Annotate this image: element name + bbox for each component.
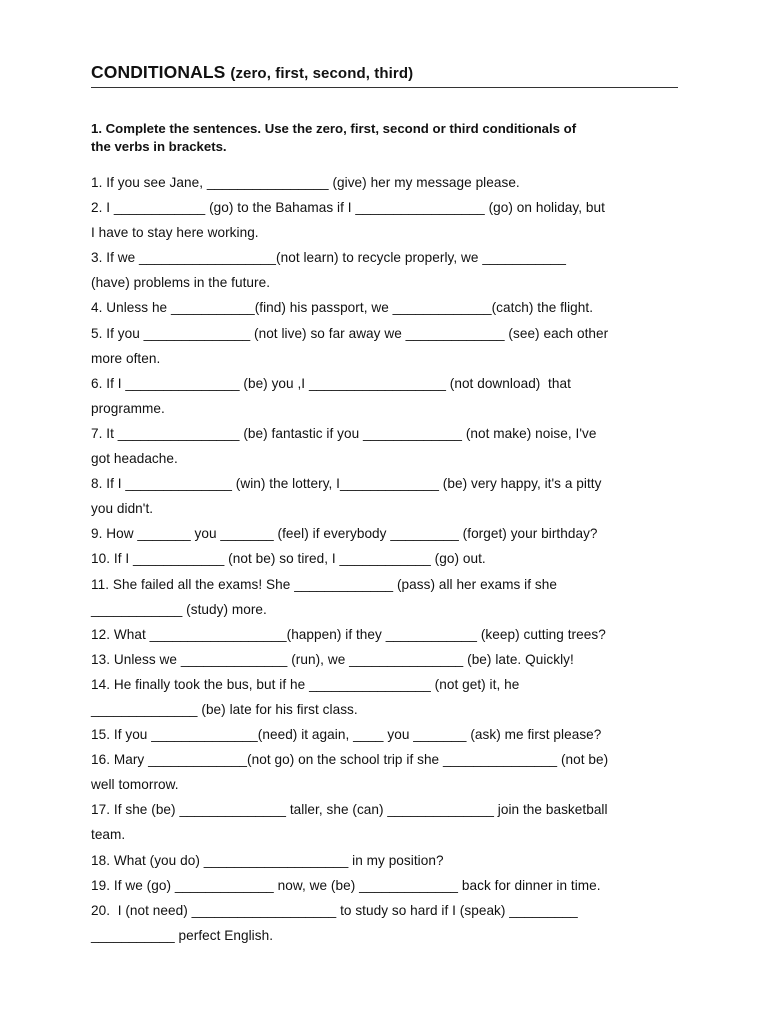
exercise-item-line: ___________ perfect English. <box>91 927 274 943</box>
exercise-item <box>91 170 681 195</box>
exercise-item-line: 4. Unless he ___________(find) his passport, we _____________(catch) the flight. <box>91 300 594 316</box>
exercise-item <box>91 521 681 546</box>
exercise-item <box>91 421 681 471</box>
exercise-item-line: (have) problems in the future. <box>91 275 271 291</box>
exercise-item-line: 6. If I _______________ (be) you ,I __________________ (not download) that <box>91 375 571 391</box>
exercise-item-line: well tomorrow. <box>91 777 179 793</box>
exercise-item <box>91 195 681 245</box>
exercise-item-line: programme. <box>91 400 165 416</box>
exercise-item-line: 10. If I ____________ (not be) so tired, I ____________ (go) out. <box>91 551 486 567</box>
exercise-item-line: 11. She failed all the exams! She _____________ (pass) all her exams if she <box>91 576 557 592</box>
exercise-item <box>91 898 681 948</box>
exercise-item-line: you didn't. <box>91 501 154 517</box>
exercise-item <box>91 546 681 571</box>
page-title <box>91 62 678 83</box>
exercise-item-line: got headache. <box>91 451 178 467</box>
title-subtitle: (zero, first, second, third) <box>230 65 414 82</box>
title-block <box>91 62 678 88</box>
instructions-line: the verbs in brackets. <box>91 138 227 154</box>
exercise-item-line: 9. How _______ you _______ (feel) if everybody _________ (forget) your birthday? <box>91 526 598 542</box>
exercise-item <box>91 747 681 797</box>
exercise-item <box>91 622 681 647</box>
exercise-item-line: 7. It ________________ (be) fantastic if you _____________ (not make) noise, I've <box>91 425 597 441</box>
exercise-item <box>91 572 681 622</box>
title-main: CONDITIONALS <box>91 62 226 82</box>
exercise-item-line: 18. What (you do) ___________________ in my position? <box>91 852 444 868</box>
exercise-item-line: 2. I ____________ (go) to the Bahamas if I _________________ (go) on holiday, but <box>91 200 605 216</box>
exercise-item <box>91 471 681 521</box>
exercise-item-line: 14. He finally took the bus, but if he ________________ (not get) it, he <box>91 676 520 692</box>
exercise-item-line: ______________ (be) late for his first class. <box>91 701 358 717</box>
exercise-item-line: 19. If we (go) _____________ now, we (be) _____________ back for dinner in time. <box>91 877 601 893</box>
exercise-item-line: 13. Unless we ______________ (run), we _______________ (be) late. Quickly! <box>91 651 574 667</box>
exercise-item-line: 16. Mary _____________(not go) on the school trip if she _______________ (not be) <box>91 752 609 768</box>
exercise-item <box>91 873 681 898</box>
exercise-item <box>91 672 681 722</box>
exercise-item-line: ____________ (study) more. <box>91 601 267 617</box>
exercise-item-line: more often. <box>91 350 161 366</box>
instructions-line: 1. Complete the sentences. Use the zero, first, second or third conditionals of <box>91 121 577 136</box>
exercise-item <box>91 647 681 672</box>
exercise-item-line: 3. If we __________________(not learn) to recycle properly, we ___________ <box>91 250 567 266</box>
exercise-item-line: 1. If you see Jane, ________________ (give) her my message please. <box>91 175 520 190</box>
exercise-item-line: I have to stay here working. <box>91 225 259 241</box>
exercise-item <box>91 848 681 873</box>
exercise-instructions <box>91 120 678 155</box>
exercise-item-line: 20. I (not need) ___________________ to study so hard if I (speak) _________ <box>91 902 578 918</box>
exercise-item <box>91 722 681 747</box>
exercise-item <box>91 245 681 295</box>
exercise-item <box>91 321 681 371</box>
exercise-item-line: 5. If you ______________ (not live) so far away we _____________ (see) each other <box>91 325 609 341</box>
exercise-item-line: team. <box>91 827 126 843</box>
exercise-item <box>91 295 681 320</box>
exercise-item <box>91 797 681 847</box>
exercise-item-line: 17. If she (be) ______________ taller, she (can) ______________ join the basketball <box>91 802 608 818</box>
exercise-item <box>91 371 681 421</box>
exercise-item-line: 15. If you ______________(need) it again, ____ you _______ (ask) me first please? <box>91 727 602 743</box>
exercise-item-line: 12. What __________________(happen) if they ____________ (keep) cutting trees? <box>91 626 606 642</box>
exercise-list <box>91 170 681 948</box>
exercise-item-line: 8. If I ______________ (win) the lottery, I_____________ (be) very happy, it's a pitty <box>91 476 602 492</box>
